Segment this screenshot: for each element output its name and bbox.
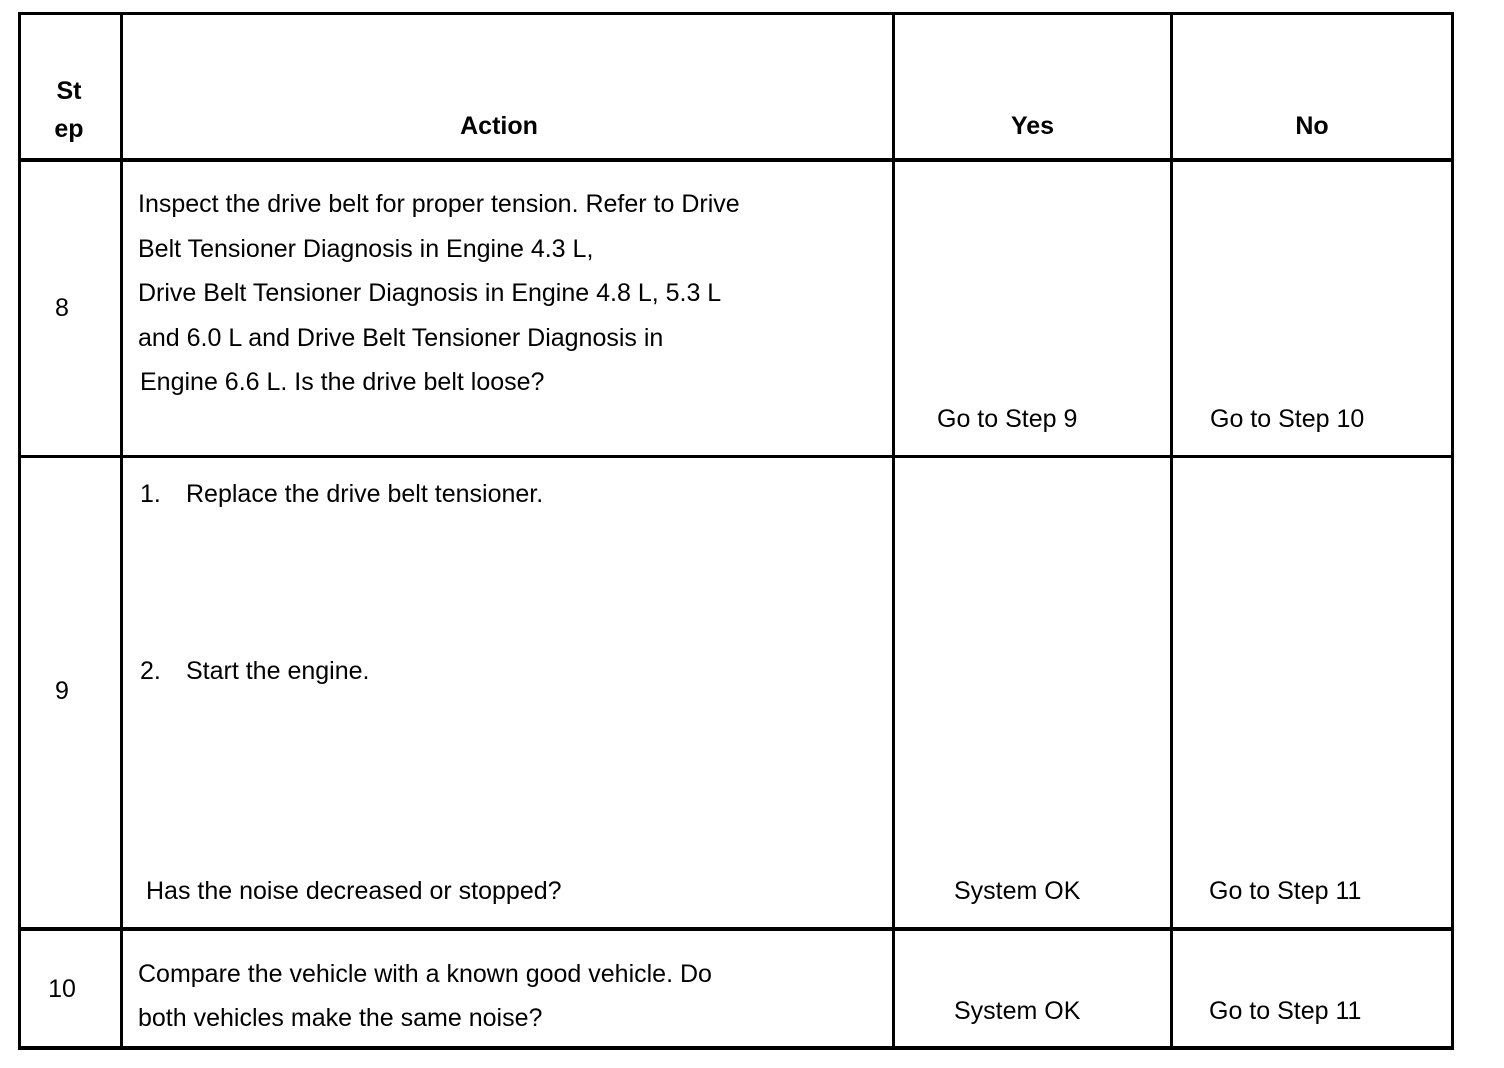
table-border-bottom [18,1046,1454,1050]
column-divider [892,12,895,1050]
row-no-result: Go to Step 10 [1210,405,1365,433]
list-item-text: Start the engine. [186,657,370,685]
action-line: both vehicles make the same noise? [138,1004,543,1032]
row-no-result: Go to Step 11 [1209,877,1362,905]
diagnostic-table [18,12,1454,1050]
action-line: Inspect the drive belt for proper tension. Refer to Drive [138,190,740,218]
row-action-text [138,952,712,1040]
action-line: Drive Belt Tensioner Diagnosis in Engine 4.8 L, 5.3 L [138,279,722,307]
header-no: No [1295,112,1329,140]
header-action: Action [460,112,538,140]
row-step-number: 8 [55,294,69,322]
row-question: Has the noise decreased or stopped? [146,877,562,905]
column-divider [1170,12,1173,1050]
row-yes-result: System OK [954,877,1081,905]
header-yes: Yes [1010,112,1055,140]
header-step-line2: ep [54,115,84,143]
action-line: Engine 6.6 L. Is the drive belt loose? [140,368,545,396]
row-no-result: Go to Step 11 [1209,997,1362,1025]
list-item-number: 2. [140,657,161,685]
row-yes-result: System OK [954,997,1081,1025]
row-divider [18,927,1454,931]
row-step-number: 9 [55,677,69,705]
list-item-number: 1. [140,480,161,508]
header-step-line1: St [56,77,82,105]
row-yes-result: Go to Step 9 [937,405,1078,433]
action-line: Compare the vehicle with a known good vehicle. Do [138,960,712,988]
row-divider [18,455,1454,458]
table-border-top [18,12,1454,15]
table-border-left [18,12,21,1050]
table-border-right [1451,12,1454,1050]
header-step [18,72,120,148]
header-divider [18,158,1454,162]
list-item-text: Replace the drive belt tensioner. [186,480,544,508]
row-step-number: 10 [48,975,76,1003]
row-action-text [138,182,740,405]
action-line: Belt Tensioner Diagnosis in Engine 4.3 L, [138,234,594,263]
action-line: and 6.0 L and Drive Belt Tensioner Diagnosis in [138,323,664,352]
column-divider [120,12,123,1050]
